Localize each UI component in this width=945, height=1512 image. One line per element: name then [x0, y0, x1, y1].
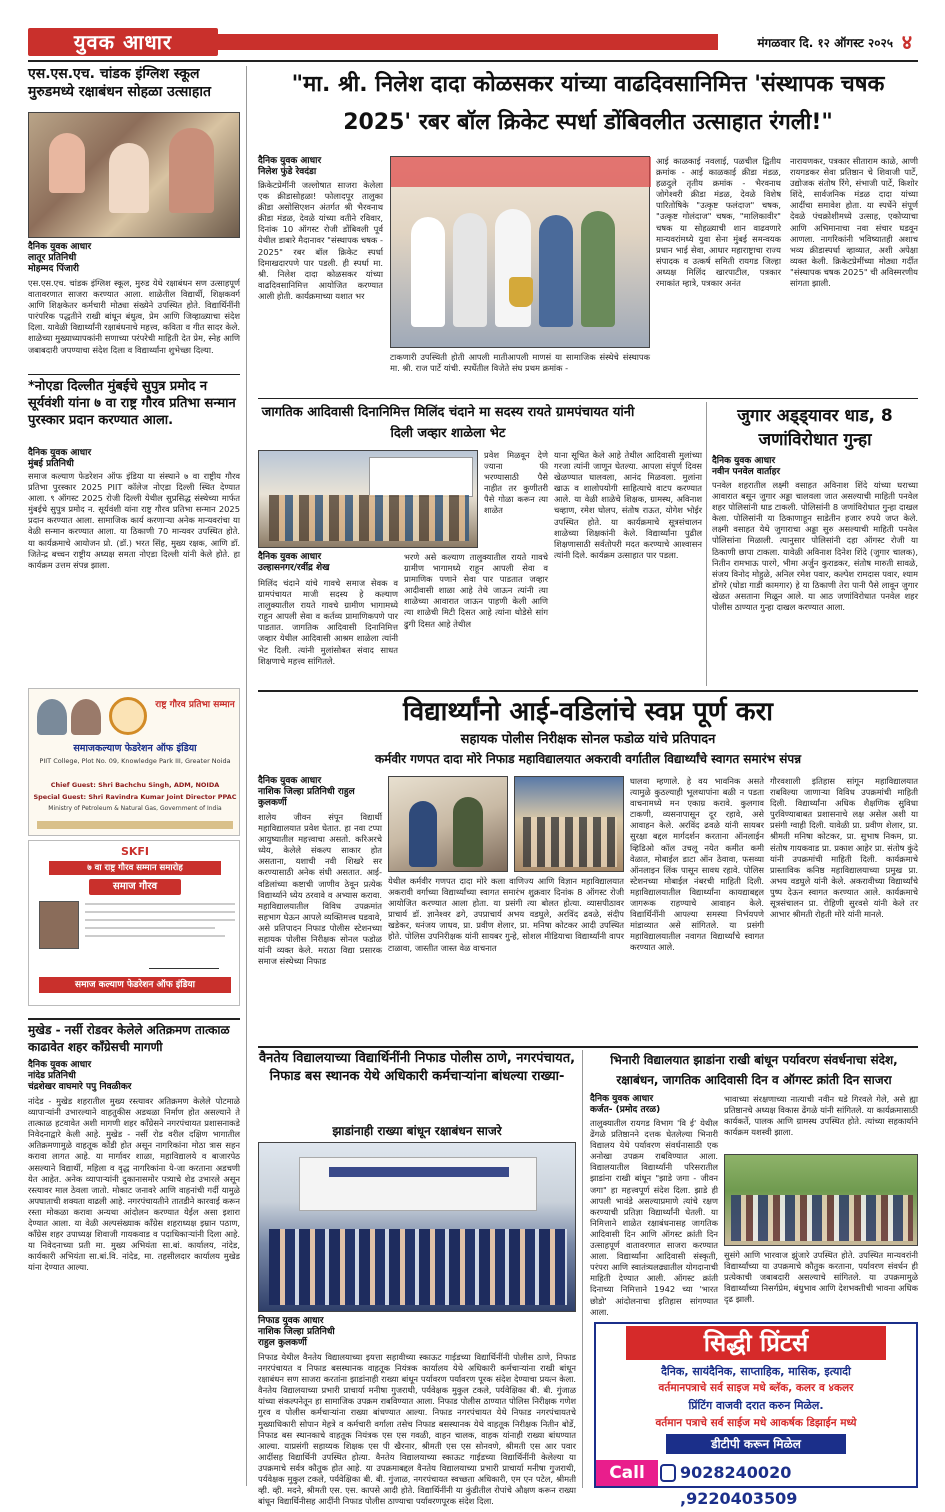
ad2-subtitle: समाज गौरव [89, 879, 181, 895]
award-ad-2 [28, 840, 240, 1006]
adivasi-headline: जागतिक आदिवासी दिनानिमित्त मिलिंद चंदाने मा सदस्य रायते ग्रामपंचायत यांनी दिली जव्हार शाळेला भेट [261, 405, 635, 441]
siddhi-line3: प्रिंटिंग वाजवी दरात करुन मिळेल. [688, 1399, 824, 1412]
award-ad-1 [28, 688, 240, 836]
story2-headline: *नोएडा दिल्लीत मुंबईचे सुपुत्र प्रमोद न सूर्यवंशी यांना ७ वा राष्ट्र गौरव प्रतिभा सन्मान पुरस्कार प्रदान करण्यात आला. [28, 379, 236, 428]
lead-col3: आई काळकाई नवलाई, पळचील द्वितीय क्रमांक - आई काळकाई क्रीडा मंडळ, हळदुले तृतीय क्रमांक - भैरवनाथ जोगेश्वरी क्रीडा मंडळ, देवळे विशेष पारितोषिके "उत्कृष्ट फलंदाज" चषक, "उत्कृष्ट गोलंदाज" चषक, "मालिकावीर" चषक या सोहळ्याची शान वाढवणारे मान्यवरांमध्ये युवा सेना मुंबई समन्वयक प्रधान भाई सेवा, आधार महाराष्ट्राचा राज्य संपादक व उत्कर्ष समिती रायगड जिल्हा अध्यक्ष मिलिंद खारपाटील, पत्रकार रमाकांत म्हात्रे, पत्रकार अनंत [656, 156, 781, 289]
masthead-logo: युवक आधार [28, 28, 218, 56]
ad1-portrait-left [37, 699, 67, 735]
vainatey-subtitle: झाडांनाही राख्या बांधून रक्षाबंधन साजरे [332, 1124, 502, 1138]
phone-icon [660, 1464, 676, 1482]
jugar-byline: दैनिक युवक आधार नवीन पनवेल वार्ताहर [712, 456, 781, 477]
adivasi-col1: मिलिंद चंदाने यांचे गावचे समाज सेवक व ग्रामपंचायत माजी सदस्य हे कल्याण तालुक्यातील रायते गावचे ग्रामीण भागामध्ये राहून आपली सेवा व कर्तव्य प्रामाणिकपणे पार पाडतात. जागतिक आदिवासी दिनानिमित्त जव्हार येथील आदिवासी आश्रम शाळेला त्यांनी भेट दिली. त्यांनी मुलांसोबत संवाद साधत शिक्षणाचे महत्त्व सांगितले. [258, 578, 398, 666]
vidyarthi-subtitle: सहायक पोलीस निरीक्षक सोनल फडोळ यांचे प्रतिपादन [460, 732, 716, 747]
ad1-award: राष्ट्र गौरव प्रतिभा सम्मान [155, 700, 235, 710]
story1-headline: एस.एस.एच. चांडक इंग्लिश स्कूल मुरुडमध्ये रक्षाबंधन सोहळा उत्साहात [28, 66, 211, 100]
vidyarthi-headline: विद्यार्थ्यांनो आई-वडिलांचे स्वप्न पूर्ण करा [403, 697, 773, 727]
ad1-ministry: Ministry of Petroleum & Natural Gas, Government of India [48, 805, 222, 812]
bhinari-col3: सुसंगे आणि भारवाज झुंजारे उपस्थित होते. उपस्थित मान्यवरांनी विद्यार्थ्यांच्या या उपक्रमाचे कौतुक करताना, पर्यावरण संवर्धन ही प्रत्येकाची जबाबदारी असल्याचे सांगितले. या उपक्रमामुळे विद्यार्थ्यांच्या निसर्गप्रेम, बंधुभाव आणि देशभक्तीची भावना अधिक दृढ झाली. [724, 1250, 918, 1305]
vidyarthi-byline: दैनिक युवक आधार नाशिक जिल्हा प्रतिनिधी राहुल कुलकर्णी [258, 776, 355, 808]
bhinari-col1: तालुक्यातील रायगड विभाग 'वि ई' येथील ढेंगळे प्रतिष्ठानने दत्तक घेतलेल्या भिनारी विद्यालय येथे पर्यावरण संवर्धनासाठी एक अनोखा उपक्रम राबविण्यात आला. विद्यालयातील विद्यार्थ्यांनी परिसरातील झाडांना राखी बांधून "झाडे जगा - जीवन जगा" हा महत्त्वपूर्ण संदेश दिला. झाडे ही आपली भावंडे असल्याप्रमाणे त्यांचे रक्षण करण्याची प्रतिज्ञा विद्यार्थ्यांनी घेतली. या निमित्ताने शाळेत रक्षाबंधनासह जागतिक आदिवासी दिन आणि ऑगस्ट क्रांती दिन उत्साहपूर्ण वातावरणात साजरा करण्यात आला. विद्यार्थ्यांना आदिवासी संस्कृती, परंपरा आणि स्वातंत्र्यलढ्यातील योगदानाची माहिती देण्यात आली. ऑगस्ट क्रांती दिनाच्या निमित्ताने 1942 च्या 'भारत छोडो' आंदोलनाचा इतिहास सांगण्यात आला. [590, 1118, 718, 1317]
adivasi-col3: याना सूचित केले आहे तेथील आदिवासी मुलांच्या गरजा त्यांनी जाणून घेतल्या. आपला संपूर्ण दिवस खेळण्यात घालवला, आनंद मिळवला. मुलांना खाऊ व शालोपयोगी साहित्याचे वाटप करण्यात आले. या वेळी शाळेचे शिक्षक, ग्रामस्थ, अविनाश चव्हाण, रमेश घोलप, संतोष राऊत, योगेश भोईर उपस्थित होते. या कार्यक्रमाचे सूत्रसंचालन शाळेच्या शिक्षकांनी केले. विद्यार्थ्यांना पुढील शिक्षणासाठी सर्वतोपरी मदत करण्याचे आश्वासन त्यांनी दिले. कार्यक्रम उत्साहात पार पडला. [554, 450, 702, 560]
masthead-red-bar [218, 34, 718, 50]
ad2-photo [39, 901, 79, 949]
jugar-headline: जुगार अड्ड्यावर धाड, 8 जणांविरोधात गुन्हा [737, 406, 893, 450]
bhinari-photo [724, 1154, 918, 1246]
ad1-special-guest: Special Guest: Shri Ravindra Kumar Joint Director PPAC [33, 793, 237, 801]
lead-headline: "मा. श्री. निलेश दादा कोळसकर यांच्या वाढदिवसानिमित्त 'संस्थापक चषक 2025' रबर बॉल क्रिकेट स्पर्धा डोंबिवलीत उत्साहात रंगली!" [291, 72, 885, 135]
ad2-title: ७ वा राष्ट्र गौरव सम्मान समारोह [49, 861, 221, 875]
emblem-icon [109, 697, 147, 735]
masthead-date: मंगळवार दि. १२ ऑगस्ट २०२५ [757, 36, 893, 50]
vainatey-byline: निफाड युवक आधार नाशिक जिल्हा प्रतिनिधी राहुल कुलकर्णी [258, 1316, 335, 1348]
story2-body: समाज कल्याण फेडरेशन ऑफ इंडिया या संस्थाने ७ वा राष्ट्रीय गौरव प्रतिभा पुरस्कार 2025 PIIT कॉलेज नोएडा दिल्ली स्थित देण्यात आला. ९ ऑगस्ट 2025 रोजी दिल्ली येथील सुप्रसिद्ध संस्थेच्या मार्फत मुंबईचे सुपुत्र प्रमोद न. सूर्यवंशी यांना राष्ट्र गौरव प्रतिभा सन्मान 2025 प्रदान करण्यात आला. सामाजिक कार्य करणाऱ्या अनेक मान्यवरांचा या वेळी सन्मान करण्यात आला. या ठिकाणी 70 मान्यवर उपस्थित होते. या कार्यक्रमाचे आयोजन प्रो. (डॉ.) भरत सिंह, मुख्य रक्षक, आणि डॉ. जितेन्द्र बच्चन राष्ट्रीय अध्यक्ष समता नोएडा दिल्ली यांनी केले होते. हा कार्यक्रम उत्तम संपन्न झाला. [28, 471, 240, 570]
vidyarthi-caption: येथील कर्मवीर गणपत दादा मोरे कला वाणिज्य आणि विज्ञान महाविद्यालयात अकरावी वर्गाच्या विद्यार्थ्यांच्या स्वागत समारंभ शुक्रवार दिनांक 8 ऑगस्ट रोजी आयोजित करण्यात आला होता. या प्रसंगी त्या बोलत होत्या. व्यासपीठावर प्राचार्य डॉ. ज्ञानेश्वर ढगे, उपप्राचार्य अभय वडघुले, अरविंद ढवळे, संदीप खडेकर, धनंजय जाधव, प्रा. प्रवीण शेलार, प्रा. मनिषा कोटकर आदी उपस्थित होते. पोलिस उपनिरीक्षक यांनी सायबर गुन्हे, सोशल मीडियाचा विद्यार्थ्यांनी वापर टाळावा, जास्तीत जास्त वेळ वाचनात [388, 876, 624, 953]
bhinari-byline: दैनिक युवक आधार कर्जत- (प्रमोद तरळ) [590, 1094, 661, 1115]
siddhi-name: सिद्धी प्रिंटर्स [626, 1326, 886, 1360]
vainatey-photo [258, 1142, 576, 1312]
vainatey-headline: वैनतेय विद्यालयाच्या विद्यार्थिनींनी निफाड पोलीस ठाणे, नगरपंचायत, निफाड बस स्थानक येथे अधिकारी कर्मचाऱ्यांना बांधल्या राख्या- [258, 1051, 576, 1084]
call-label: Call [596, 1460, 658, 1486]
masthead [28, 28, 918, 58]
ad1-chief-guest: Chief Guest: Shri Bachchu Singh, ADM, NOIDA [50, 781, 220, 789]
lead-col4: नारायणकर, पत्रकार सीताराम काळे, आणी रायगडकर सेवा प्रतिष्ठान चे शिवाजी पार्टे, उद्योजक संतोष रिंगे, संभाजी पार्टे, किशोर शिंदे, सार्वजनिक मंडळ दादा यांच्या आदींचा समावेश होता. या स्पर्धेने संपूर्ण देवळे पंचक्रोशीमध्ये उत्साह, एकोप्याचा आणि अभिमानाचा नवा संचार घडवून आणला. नागरिकांनी भविष्यातही अशाच भव्य क्रीडास्पर्धा व्हाव्यात, अशी अपेक्षा व्यक्त केली. क्रिकेटप्रेमींच्या मोठ्या गर्दीत "संस्थापक चषक 2025" ची अविस्मरणीय सांगता झाली. [790, 156, 918, 289]
vidyarthi-photo-left [388, 776, 508, 872]
vidyarthi-col1: शालेय जीवन संपून विद्यार्थी महाविद्यालयात प्रवेश घेतात. हा नवा टप्पा आयुष्यातील महत्त्वाचा असतो. करिअरचे ध्येय, केलेले संकल्प साकार होत असताना, यशाची नवी शिखरे सर करण्यासाठी अनेक संधी असतात. आई-वडिलांच्या कष्टाची जाणीव ठेवून प्रत्येक विद्यार्थ्याने ध्येय ठरवावे व अभ्यास करावा. महाविद्यालयातील विविध उपक्रमांत सहभाग घेऊन आपले व्यक्तिमत्त्व घडवावे, असे प्रतिपादन निफाड पोलीस स्टेशनच्या सहायक पोलीस निरीक्षक सोनल फडोळ यांनी व्यक्त केले. मराठा विद्या प्रसारक समाज संस्थेच्या निफाड [258, 812, 382, 967]
siddhi-line4: वर्तमान पत्राचे सर्व साईज मधे आकर्षक डिझाईन मध्ये [655, 1417, 857, 1429]
adivasi-byline: दैनिक युवक आधार उल्हासनगर/रवींद्र शेख [258, 552, 330, 573]
story1-byline: दैनिक युवक आधार लातूर प्रतिनिधी मोहम्मद पिंजारी [28, 242, 92, 274]
vidyarthi-subtitle2: कर्मवीर गणपत दादा मोरे निफाड महाविद्यालयात अकरावी वर्गातील विद्यार्थ्यांचे स्वागत समारंभ संपन्न [374, 752, 802, 766]
lead-caption: टाकणारी उपस्थिती होती आपली मातीआपली माणसं या सामाजिक संस्थेचे संस्थापक मा. श्री. राज पार्टे यांची. स्पर्धेतील विजेते संघ प्रथम क्रमांक - [390, 352, 650, 374]
bhinari-col2: भावाच्या संरक्षणाच्या नात्याची नवीन धडे गिरवले गेले, असे ह्या प्रतिष्ठानचे अध्यक्ष विकास ढेंगळे यांनी सांगितले. या कार्यक्रमासाठी कार्यकर्ते, पालक आणि ग्रामस्थ उपस्थित होते. त्यांच्या सहकार्याने कार्यक्रम यशस्वी झाला. [724, 1094, 918, 1138]
siddhi-line1: दैनिक, सायंदैनिक, साप्ताहिक, मासिक, इत्यादी [661, 1365, 851, 1378]
trophy-icon [509, 277, 533, 307]
ad1-org: समाजकल्याण फेडरेशन ऑफ इंडिया [73, 743, 197, 754]
siddhi-line5: डीटीपी करून मिळेल [666, 1434, 846, 1454]
vidyarthi-col3: घालवा म्हणाले. हे वय भावनिक असते त्यामुळे कुठल्याही भूलथापांना बळी न पडता वाचनामध्ये मन एकाग्र करावे. कुलगाव टाकणी, व्यसनापासून दूर रहावे, असे आवाहन केले. अरविंद ढवळे यांनी सायबर सुरक्षा बद्दल मार्गदर्शन करताना ऑनलाईन व्हिडिओ कॉल उचलू नयेत कमीत कमी वेळात, मोबाईल डाटा ऑन ठेवावा, फसव्या ऑनलाइन लिंक पासून सावध रहावे. पोलिस स्टेशनच्या मोबाईल नंबरची माहिती दिली. महाविद्यालयातील विद्यार्थ्यांना कायद्याबद्दल जागरूक राहण्याचे आवाहन केले. विद्यार्थिनींनी आपल्या समस्या निर्भयपणे मांडाव्यात असे सांगितले. या प्रसंगी महाविद्यालयातील नवागत विद्यार्थ्यांचे स्वागत करण्यात आले. [630, 776, 764, 953]
adivasi-photo [258, 450, 478, 548]
story1-body: एस.एस.एच. चांडक इंग्लिश स्कूल, मुरुड येथे रक्षाबंधन सण उत्साहपूर्ण वातावरणात साजरा करण्यात आला. शाळेतील विद्यार्थी, शिक्षकवर्ग आणि शिक्षकेतर कर्मचारी मोठ्या संख्येने उपस्थित होते. विद्यार्थिनींनी पारंपरिक पद्धतीने राखी बांधून बंधुत्व, प्रेम आणि जिव्हाळ्याचा संदेश दिला. यावेळी विद्यार्थ्यांनी रक्षाबंधनाचे महत्त्व, कविता व गीत सादर केले. शाळेच्या मुख्याध्यापकांनी सणाच्या परंपरेची माहिती देत प्रेम, स्नेह आणि जबाबदारी जपण्याचा संदेश दिला व विद्यार्थ्यांना शुभेच्छा दिल्या. [28, 278, 240, 355]
page-number: ४ [901, 30, 913, 54]
jugar-body: पनवेल शहरातील लक्ष्मी वसाहत अविनाश शिंदे यांच्या घराच्या आवारात बसून जुगार अड्डा चालवला जात असल्याची माहिती पनवेल शहर पोलिसांनी धाड टाकली. पोलिसांनी 8 जणांविरोधात गुन्हा दाखल केला. पोलिसांनी या ठिकाणाहून साडेतीन हजार रुपये जप्त केले. लक्ष्मी वसाहत येथे जुगाराचा अड्डा सुरु असल्याची माहिती पनवेल पोलिसांना मिळाली. त्यानुसार पोलिसांनी दहा ऑगस्ट रोजी या ठिकाणी छापा टाकला. यावेळी अविनाश दिनेश शिंदे (जुगार चालक), नितीन रामभाऊ पारगे, भीमा अर्जुन कुराडकर, संतोष मारुती सावळे, संजय विनोद मोहुळे, अनिल रमेश पवार, कल्पेश रामदास पवार, श्याम डोंगरे (घोडा गाडी कामगार) हे या ठिकाणी तेरा पानी पैसे लावून जुगार खेळत असताना मिळून आले. या आठ जणांविरोधात पनवेल शहर पोलीस ठाण्यात गुन्हा दाखल करण्यात आला. [712, 480, 918, 613]
story3-headline: मुखेड - नर्सी रोडवर केलेले अतिक्रमण तात्काळ काढावेत शहर काँग्रेसची मागणी [28, 1023, 230, 1054]
siddhi-line2: वर्तमानपत्राचे सर्व साइज मधे ब्लॅक, कलर व ४कलर [658, 1382, 854, 1394]
story3-byline: दैनिक युवक आधार नांदेड प्रतिनिधी चंद्रशेखर वाघमारे पपु निवळीकर [28, 1060, 132, 1092]
vidyarthi-photo-right [514, 776, 624, 872]
adivasi-col1-side: प्रवेश मिळवून देणे ज्याना फी भरण्यासाठी पैसे नाहीत तर कुणीतरी पैसे गोळा करून त्या शाळेत [484, 450, 548, 516]
vainatey-body: निफाड येथील वैनतेय विद्यालयाच्या इयत्ता सहावीच्या स्काऊट गाईडच्या विद्यार्थिनींनी पोलीस ठाणे, निफाड नगरपंचायत व निफाड बसस्थानक वाहतूक नियंत्रक कार्यालय येथे अधिकारी कर्मचाऱ्यांना राखी बांधून रक्षाबंधन सण साजरा करतांना झाडांनाही राख्या बांधून पर्यावरण पर्यावरण पूरक संदेश देण्याचा प्रयत्न केला. वैनतेय विद्यालयाच्या प्रभारी प्राचार्या मनीषा गुजराथी, पर्यवेक्षक मुकुल टकले, पर्यवेक्षिका बी. बी. गुंजाळ यांच्या संकल्पनेतून हा सामाजिक उपक्रम राबविण्यात आला. निफाड पोलीस ठाण्यात पोलिस निरीक्षक गणेश गुरव व पोलीस कर्मचाऱ्यांना राख्या बांधण्यात आल्या. निफाड नगरपंचायत येथे निफाड नगरपंचायतचे मुख्याधिकारी सोपान मेहत्रे व कर्मचारी वर्गाला तसेच निफाड बसस्थानक येथे वाहतूक निरीक्षक नितीन बोर्डे, निफाड बस स्थानकाचे वाहतूक नियंत्रक एस एस गवळी, वाहन चालक, वाहक यांनाही राख्या बांधण्यात आल्या. याप्रसंगी सहाय्यक शिक्षक एस पी खैरनार, श्रीमती एस एस सोनवणे, श्रीमती एस आर पवार आदींसह विद्यार्थिनी उपस्थित होत्या. वैनतेय विद्यालयाच्या स्काऊट गाईडच्या विद्यार्थिनींनी केलेल्या या उपक्रमाचे सर्वत्र कौतुक होत आहे. या उपक्रमाबद्दल वैनतेय विद्यालयाच्या प्रभारी प्राचार्या मनीषा गुजराथी, पर्यवेक्षक मुकुल टकले, पर्यवेक्षिका बी. बी. गुंजाळ, नगरपंचायत स्वच्छता अधिकारी, एम एन पटेल, श्रीमती व्ही. व्ही. मदने, श्रीमती एस. एस. कापसे आदी होते. विद्यार्थिनींनी या कुंडीतील रोपांचे औक्षण करून राख्या बांधून विद्यार्थिनीसह आदींनी निफाड पोलीस ठाण्याचा पर्यावरणपूरक संदेश दिला. [258, 1352, 576, 1507]
lead-photo [390, 156, 650, 348]
bhinari-headline: भिनारी विद्यालयात झाडांना राखी बांधून पर्यावरण संवर्धनाचा संदेश, रक्षाबंधन, जागतिक आदिवासी दिन व ऑगस्ट क्रांती दिन साजरा [610, 1053, 898, 1087]
phone-numbers: 9028240020 ,9220403509 [680, 1463, 798, 1508]
story1-photo [28, 112, 240, 238]
ad1-portrait-right [71, 699, 101, 735]
adivasi-col2: भरणे असे कल्याण तालुक्यातील रायते गावचे ग्रामीण भागामध्ये राहून आपली सेवा व प्रामाणिक पणाने सेवा पार पाडतात जव्हार आदीवासी शाळा आहे तेथे जाऊन त्यांनी त्या शाळेच्या आवारात जाऊन पाहणी केली आणि त्या शाळेची मिटी दिसत आहे त्यांना थोडेसे सांग ढुगी दिसत आहे तेथील [404, 552, 548, 629]
story3-body: नांदेड - मुखेड शहरातील मुख्य रस्त्यावर अतिक्रमण केलेले पोटमाळे व्यापाऱ्यांनी उभारल्याने वाहतुकीस अडथळा निर्माण होत असल्याने ते तात्काळ हटवावेत अशी मागणी शहर काँग्रेसने नगरपंचायत प्रशासनाकडे निवेदनाद्वारे केली आहे. मुखेड - नर्सी रोड वरील दक्षिण भागातील अतिक्रमणामुळे वाहतूक कोंडी होत असून नागरिकांना मोठा त्रास सहन करावा लागत आहे. या मार्गावर शाळा, महाविद्यालये व बाजारपेठ असल्याने विद्यार्थी, महिला व वृद्ध नागरिकांना ये-जा करताना अडचणी येत आहेत. अनेक व्यापाऱ्यांनी दुकानासमोर पत्र्याचे शेड उभारले असून रस्त्यावर माल ठेवला जातो. मोकाट जनावरे आणि वाहनांची गर्दी यामुळे अपघाताची शक्यता वाढली आहे. नगरपंचायतीने तातडीने कारवाई करून रस्ता मोकळा करावा अन्यथा आंदोलन करण्यात येईल असा इशारा देण्यात आला. या वेळी अल्पसंख्याक काँग्रेस शहराध्यक्ष इम्रान पठाण, काँग्रेस शहर उपाध्यक्ष शिवाजी गायकवाड व पदाधिकाऱ्यांनी दिला आहे. या निवेदनाच्या प्रती मा. मुख्य अभियंता सा.बां. कार्यालय, नांदेड, कार्यकारी अभियंता सा.बां.वि. नांदेड, मा. तहसीलदार कार्यालय मुखेड यांना देण्यात आल्या. [28, 1096, 240, 1273]
ad2-org: SKFI [120, 845, 150, 858]
lead-byline: दैनिक युवक आधार निलेश फुंडे रेवदंडा [258, 156, 322, 177]
ad2-footer: समाज कल्याण फेडरेशन ऑफ इंडिया [39, 977, 231, 993]
signature-icon [149, 953, 219, 969]
siddhi-printers-ad [594, 1322, 918, 1508]
lead-col1: क्रिकेटप्रेमींनी जल्लोषात साजरा केलेला एक क्रीडासोहळा! फोलादपूर तालुका क्रीडा असोसिएशन अंतर्गत श्री भैरवनाथ क्रीडा मंडळ, देवळे यांच्या वतीने रविवार, दिनांक 10 ऑगस्ट रोजी डोंबिवली पूर्व येथील डाबारे मैदानावर "संस्थापक चषक - 2025" रबर बॉल क्रिकेट स्पर्धा दिमाखदारपणे पार पडली. ही स्पर्धा मा. श्री. निलेश दादा कोळसकर यांच्या वाढदिवसानिमित्त आयोजित करण्यात आली होती. कार्यक्रमाच्या यशात भर [258, 180, 383, 301]
vidyarthi-col4: गौरवशाली इतिहास सांगून महाविद्यालयात राबविल्या जाणाऱ्या विविध उपक्रमांची माहिती दिली. विद्यार्थ्यांना अधिक शैक्षणिक सुविधा पुरविण्याबाबत प्रशासनाचे लक्ष असेल अशी या प्रसंगी ग्वाही दिली. यावेळी प्रा. प्रवीण शेलार, प्रा. श्रीमती मनिषा कोटकर, प्रा. सुभाष निकम, प्रा. संतोष गायकवाड प्रा. प्रकाश आहेर प्रा. संतोष कुंदे यांनी उपक्रमांची माहिती दिली. कार्यक्रमाचे प्रास्ताविक कनिष्ठ महाविद्यालयाच्या प्रमुख प्रा. अभय वडघुले यांनी केले. अकरावीच्या विद्यार्थ्यांचे पुष्प देऊन स्वागत करण्यात आले. कार्यक्रमाचे सूत्रसंचालन प्रा. रोहिणी सुरवसे यांनी केले तर आभार श्रीमती रोहती मोरे यांनी मानले. [770, 776, 918, 920]
story2-byline: दैनिक युवक आधार मुंबई प्रतिनिधी [28, 448, 92, 469]
ad1-college: PIIT College, Plot No. 09, Knowledge Park III, Greater Noida [39, 757, 231, 765]
